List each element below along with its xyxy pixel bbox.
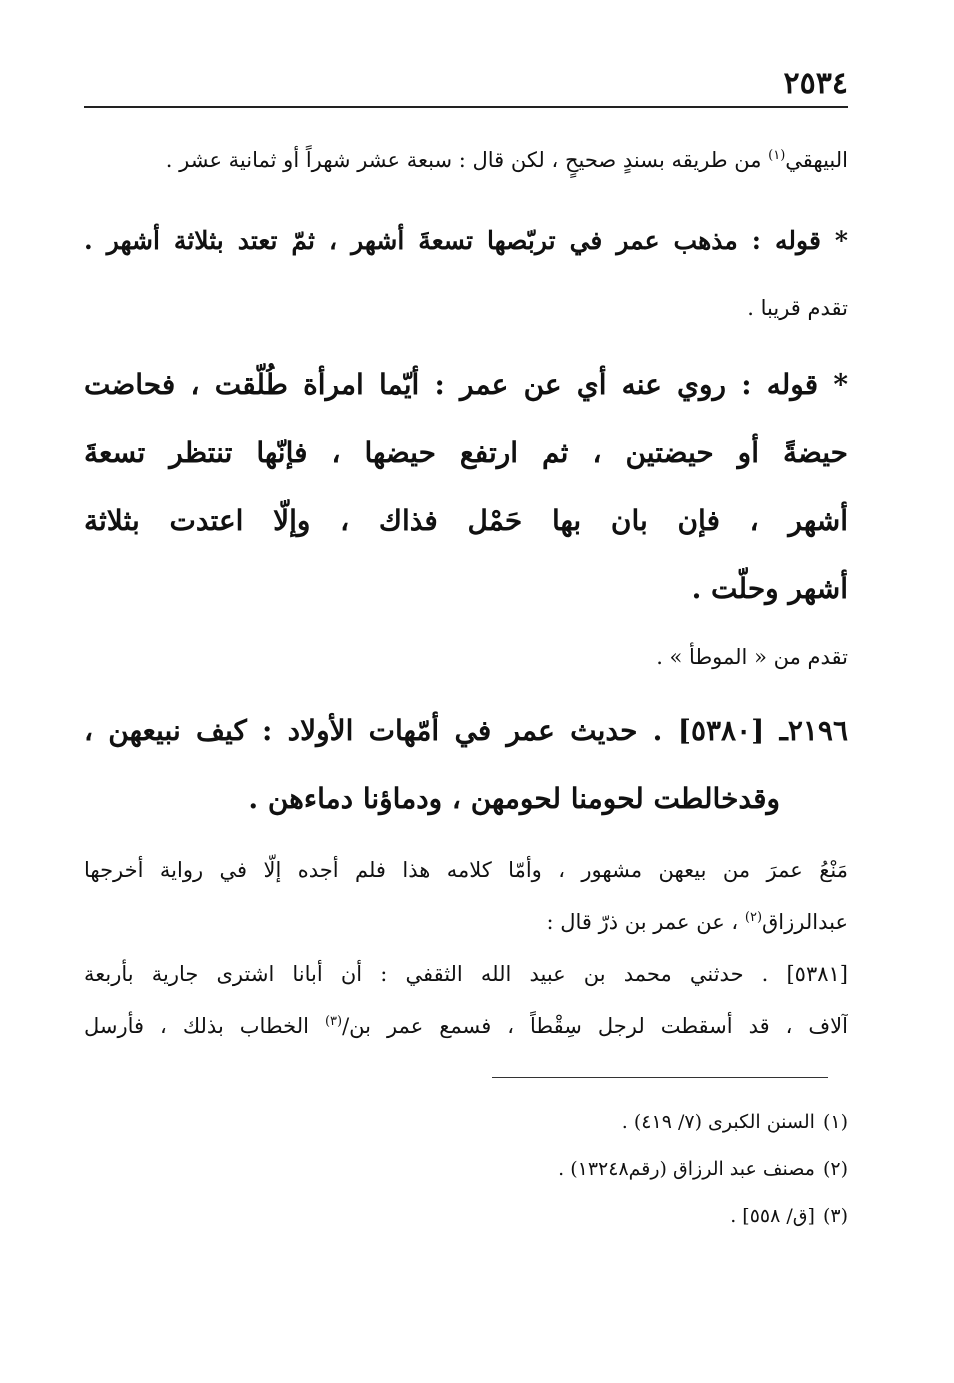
footnote-ref-2[interactable]: (٢) — [744, 910, 763, 925]
footnote-1 — [300, 1107, 848, 1137]
header-divider — [84, 106, 848, 108]
footnote-number: (٢) — [822, 1158, 848, 1180]
body-line — [84, 1008, 848, 1044]
body-line: [٥٣٨١] . حدثني محمد بن عبيد الله الثقفي : أن أبانا اشترى جارية بأربعة — [84, 962, 848, 986]
footnote-text: [ق/ ٥٥٨] . — [730, 1205, 815, 1227]
qawl-line: * قوله : روي عنه أي عن عمر : أيّما امرأة طُلّقت ، فحاضت — [84, 368, 848, 401]
body-line: مَنْعُ عمرَ من بيعهن مشهور ، وأمّا كلامه هذا فلم أجده إلّا في رواية أخرجها — [84, 858, 848, 882]
qawl-madhhab-umar: * قوله : مذهب عمر في تربّصها تسعةَ أشهر ، ثمّ تعتد بثلاثة أشهر . — [84, 226, 848, 255]
qawl-line: أشهر ، فإن بان بها حَمْل فذاك ، وإلّا اعتدت بثلاثة — [84, 504, 848, 537]
bayhaqi-text-rest: من طريقه بسندٍ صحيحٍ ، لكن قال : سبعة عشر شهراً أو ثمانية عشر . — [165, 148, 769, 172]
footnote-3 — [300, 1201, 848, 1231]
bayhaqi-text: البيهقي — [785, 148, 848, 172]
footnote-number: (٣) — [822, 1205, 848, 1227]
footnote-divider — [492, 1077, 828, 1078]
qawl-line: أشهر وحلّت . — [691, 572, 848, 605]
hadith-heading-cont: وقدخالطت لحومنا لحومهن ، ودماؤنا دماءهن . — [248, 782, 780, 815]
qawl-line: حيضةً أو حيضتين ، ثم ارتفع حيضها ، فإنّها تنتظر تسعةَ — [84, 436, 848, 469]
body-text: عبدالرزاق — [762, 910, 848, 934]
body-text-rest: الخطاب بذلك ، فأرسل — [84, 1014, 325, 1038]
hadith-heading: ٢١٩٦ـ [٥٣٨٠] . حديث عمر في أمّهات الأولاد : كيف نبيعهن ، — [84, 714, 848, 747]
footnote-number: (١) — [822, 1111, 848, 1133]
body-text: آلاف ، قد أسقطت لرجل سِقْطاً ، فسمع عمر بن/ — [342, 1014, 848, 1038]
body-text-rest: ، عن عمر بن ذرّ قال : — [546, 910, 745, 934]
footnote-2 — [300, 1154, 848, 1184]
footnote-ref-3[interactable]: (٣) — [324, 1014, 343, 1029]
taqaddam-muwatta: تقدم من « الموطأ » . — [656, 645, 848, 669]
body-line — [84, 904, 848, 940]
footnote-ref-1[interactable]: (١) — [768, 148, 786, 163]
footnote-text: مصنف عبد الرزاق (رقم١٣٢٤٨) . — [558, 1158, 815, 1180]
bayhaqi-line — [84, 142, 848, 178]
taqaddam-qariban: تقدم قريبا . — [747, 296, 848, 320]
page-number: ٢٥٣٤ — [783, 66, 848, 101]
footnote-text: السنن الكبرى (٧/ ٤١٩) . — [621, 1111, 815, 1133]
